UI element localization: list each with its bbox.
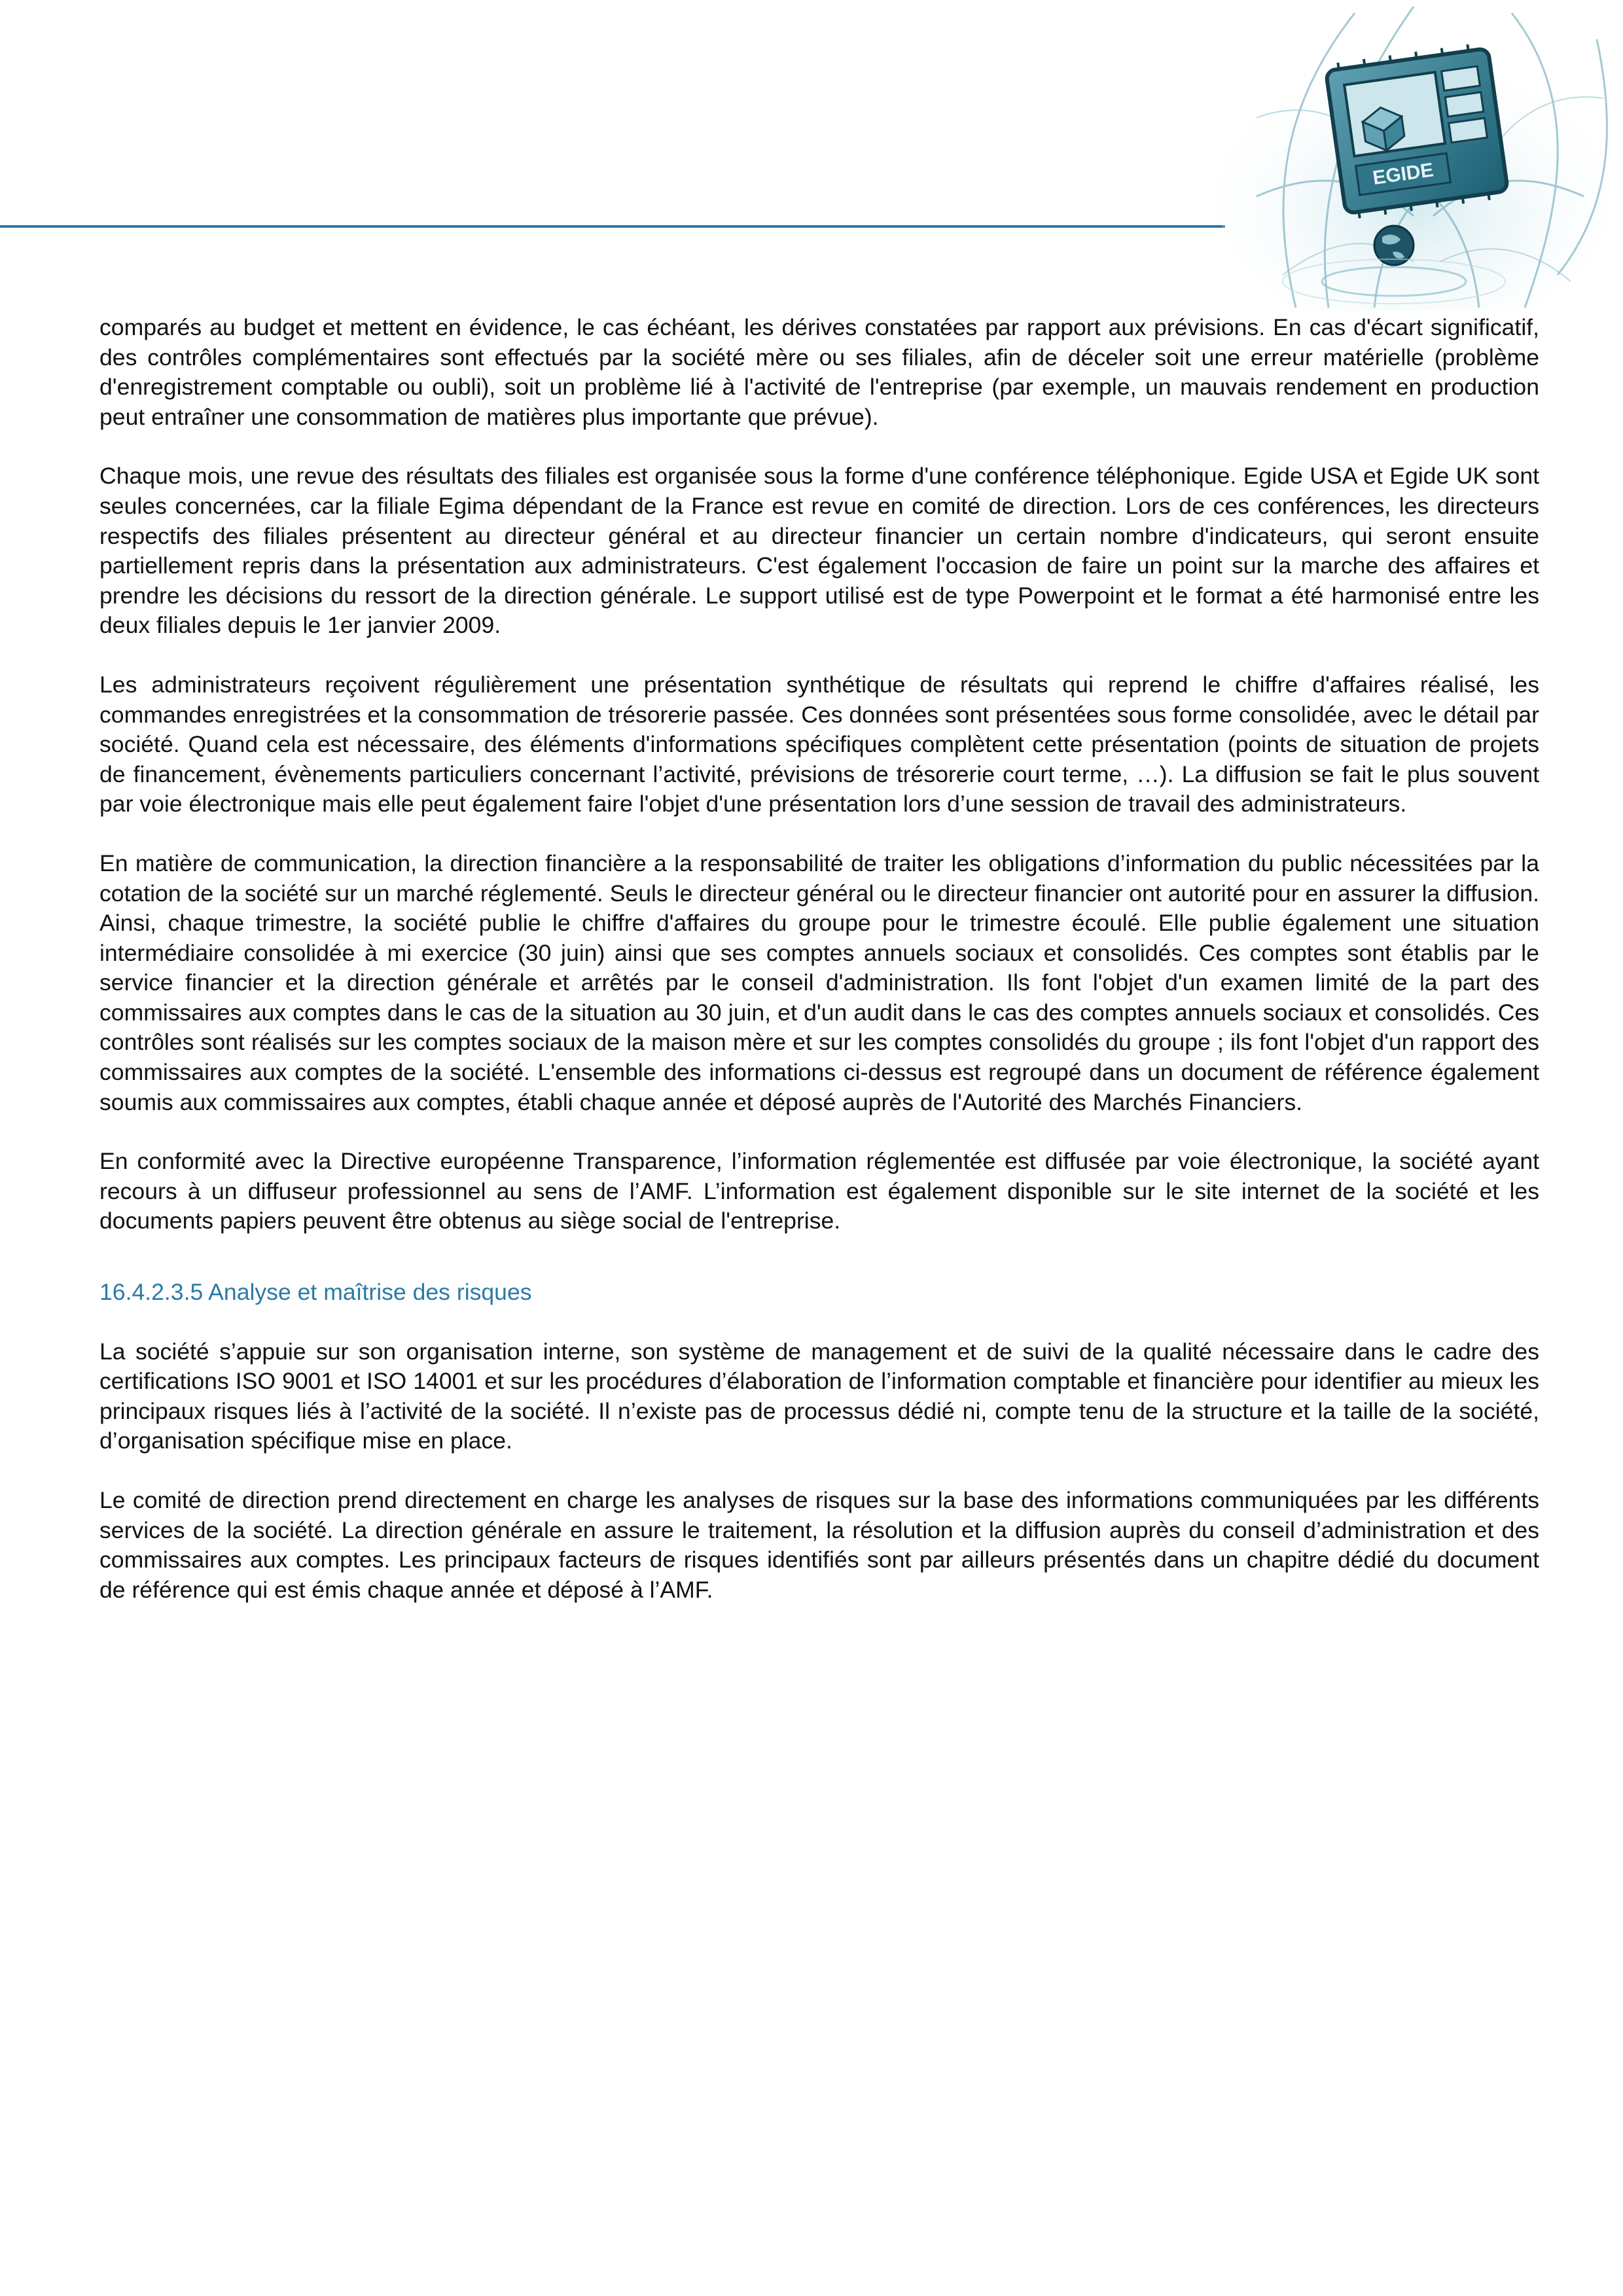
paragraph: La société s’appuie sur son organisation interne, son système de management et de suivi de la qualité nécessaire dans le cadre des certifications ISO 9001 et ISO 14001 et sur les procédures d’élaboration de l’information comptable et financière pour identifier au mieux les principaux risques liés à l’activité de la société. Il n’existe pas de processus dédié ni, compte tenu de la structure et la taille de la société, d’organisation spécifique mise en place. bbox=[99, 1338, 1539, 1454]
paragraph: En conformité avec la Directive européenne Transparence, l’information réglementée est diffusée par voie électronique, la société ayant recours à un diffuseur professionnel au sens de l’AMF. L’information est également disponible sur le site internet de la société et les documents papiers peuvent être obtenus au siège social de l'entreprise. bbox=[99, 1148, 1539, 1234]
paragraph: En matière de communication, la direction financière a la responsabilité de traiter les obligations d’information du public nécessitées par la cotation de la société sur un marché réglementé. Seuls le directeur général ou le directeur financier ont autorité pour en assurer la diffusion. Ainsi, chaque trimestre, la société publie le chiffre d'affaires du groupe pour le trimestre écoulé. Elle publie également une situation intermédiaire consolidée à mi exercice (30 juin) ainsi que ses comptes annuels sociaux et consolidés. Ces comptes sont établis par le service financier et la direction générale et arrêtés par le conseil d'administration. Ils font l'objet d'un examen limité de la part des commissaires aux comptes dans le cas de la situation au 30 juin, et d'un audit dans le cas des comptes annuels sociaux et consolidés. Ces contrôles sont réalisés sur les comptes sociaux de la maison mère et sur les comptes consolidés du groupe ; ils font l'objet d'un rapport des commissaires aux comptes de la société. L'ensemble des informations ci-dessus est regroupé dans un document de référence également soumis aux commissaires aux comptes, établi chaque année et déposé auprès de l'Autorité des Marchés Financiers. bbox=[99, 850, 1539, 1115]
paragraph: Chaque mois, une revue des résultats des filiales est organisée sous la forme d'une conférence téléphonique. Egide USA et Egide UK sont seules concernées, car la filiale Egima dépendant de la France est revue en comité de direction. Lors de ces conférences, les directeurs respectifs des filiales présentent au directeur général et au directeur financier un certain nombre d'indicateurs, qui seront ensuite partiellement repris dans la présentation aux administrateurs. C'est également l'occasion de faire un point sur la marche des affaires et prendre les décisions du ressort de la direction générale. Le support utilisé est de type Powerpoint et le format a été harmonisé entre les deux filiales depuis le 1er janvier 2009. bbox=[99, 463, 1539, 639]
document-body bbox=[99, 313, 1539, 1634]
paragraph: comparés au budget et mettent en évidence, le cas échéant, les dérives constatées par rapport aux prévisions. En cas d'écart significatif, des contrôles complémentaires sont effectués par la société mère ou ses filiales, afin de déceler soit une erreur matérielle (problème d'enregistrement comptable ou oubli), soit un problème lié à l'activité de l'entreprise (par exemple, un mauvais rendement en production peut entraîner une consommation de matières plus importante que prévue). bbox=[99, 314, 1539, 430]
section-heading: 16.4.2.3.5 Analyse et maîtrise des risques bbox=[99, 1279, 532, 1306]
svg-text:EGIDE: EGIDE bbox=[1371, 159, 1435, 189]
paragraph: Les administrateurs reçoivent régulièrement une présentation synthétique de résultats qui reprend le chiffre d'affaires réalisé, les commandes enregistrées et la consommation de trésorerie passée. Ces données sont présentées sous forme consolidée, avec le détail par société. Quand cela est nécessaire, des éléments d'informations spécifiques complètent cette présentation (points de situation de projets de financement, évènements particuliers concernant l’activité, prévisions de trésorerie court terme, …). La diffusion se fait le plus souvent par voie électronique mais elle peut également faire l'objet d'une présentation lors d’une session de travail des administrateurs. bbox=[99, 671, 1539, 817]
paragraph: Le comité de direction prend directement en charge les analyses de risques sur la base des informations communiquées par les différents services de la société. La direction générale en assure le traitement, la résolution et la diffusion auprès du conseil d’administration et des commissaires aux comptes. Les principaux facteurs de risques identifiés sont par ailleurs présentés dans un chapitre dédié du document de référence qui est émis chaque année et déposé à l’AMF. bbox=[99, 1487, 1539, 1603]
egide-chip-logo-icon bbox=[1217, 0, 1623, 311]
header-rule bbox=[0, 225, 1225, 228]
